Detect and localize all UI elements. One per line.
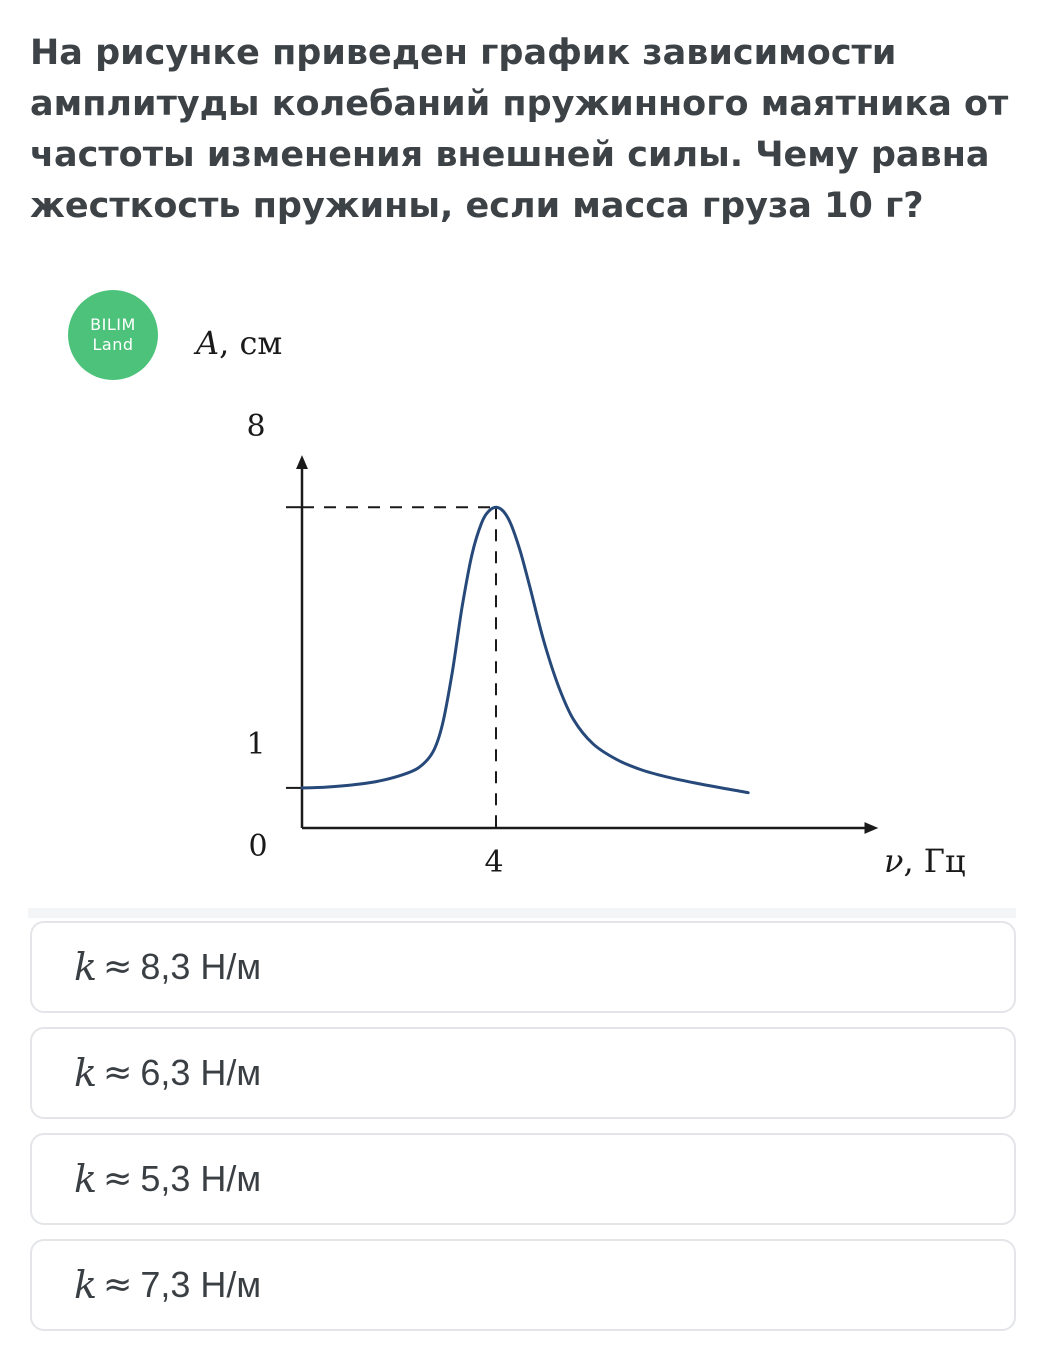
origin-label: 0	[248, 829, 268, 864]
x-tick-label-4: 4	[484, 845, 504, 880]
option-value: 7,3 Н/м	[140, 1264, 262, 1305]
x-axis-unit: , Гц	[903, 842, 966, 880]
x-axis-variable: ν	[884, 842, 904, 880]
y-axis-variable: A	[196, 324, 220, 362]
answer-option-4[interactable]	[30, 1239, 1016, 1331]
y-axis-unit: , см	[219, 324, 283, 362]
option-approx-sign: ≈	[103, 1265, 133, 1305]
logo-line-2: Land	[92, 335, 134, 354]
option-value: 5,3 Н/м	[140, 1158, 262, 1199]
y-tick-label-1: 1	[246, 727, 266, 762]
x-axis-label	[884, 842, 966, 880]
answer-options	[30, 921, 1016, 1345]
option-value: 8,3 Н/м	[140, 946, 262, 987]
option-approx-sign: ≈	[103, 1159, 133, 1199]
answer-option-2[interactable]	[30, 1027, 1016, 1119]
option-variable: k	[74, 1157, 98, 1201]
question-text: На рисунке приведен график зависимости амплитуды колебаний пружинного маятника от частоты изменения внешней силы. Чему равна жесткость пружины, если масса груза 10 г?	[30, 33, 1009, 226]
option-value: 6,3 Н/м	[140, 1052, 262, 1093]
amplitude-frequency-chart	[0, 270, 1061, 910]
resonance-curve	[302, 507, 748, 793]
option-variable: k	[74, 945, 98, 989]
y-axis-label	[193, 324, 282, 362]
option-variable: k	[74, 1051, 98, 1095]
option-variable: k	[74, 1263, 98, 1307]
separator	[28, 908, 1016, 918]
answer-option-3[interactable]	[30, 1133, 1016, 1225]
option-approx-sign: ≈	[103, 1053, 133, 1093]
y-tick-label-8: 8	[246, 409, 266, 444]
logo-line-1: BILIM	[90, 315, 136, 334]
answer-option-1[interactable]	[30, 921, 1016, 1013]
option-approx-sign: ≈	[103, 947, 133, 987]
